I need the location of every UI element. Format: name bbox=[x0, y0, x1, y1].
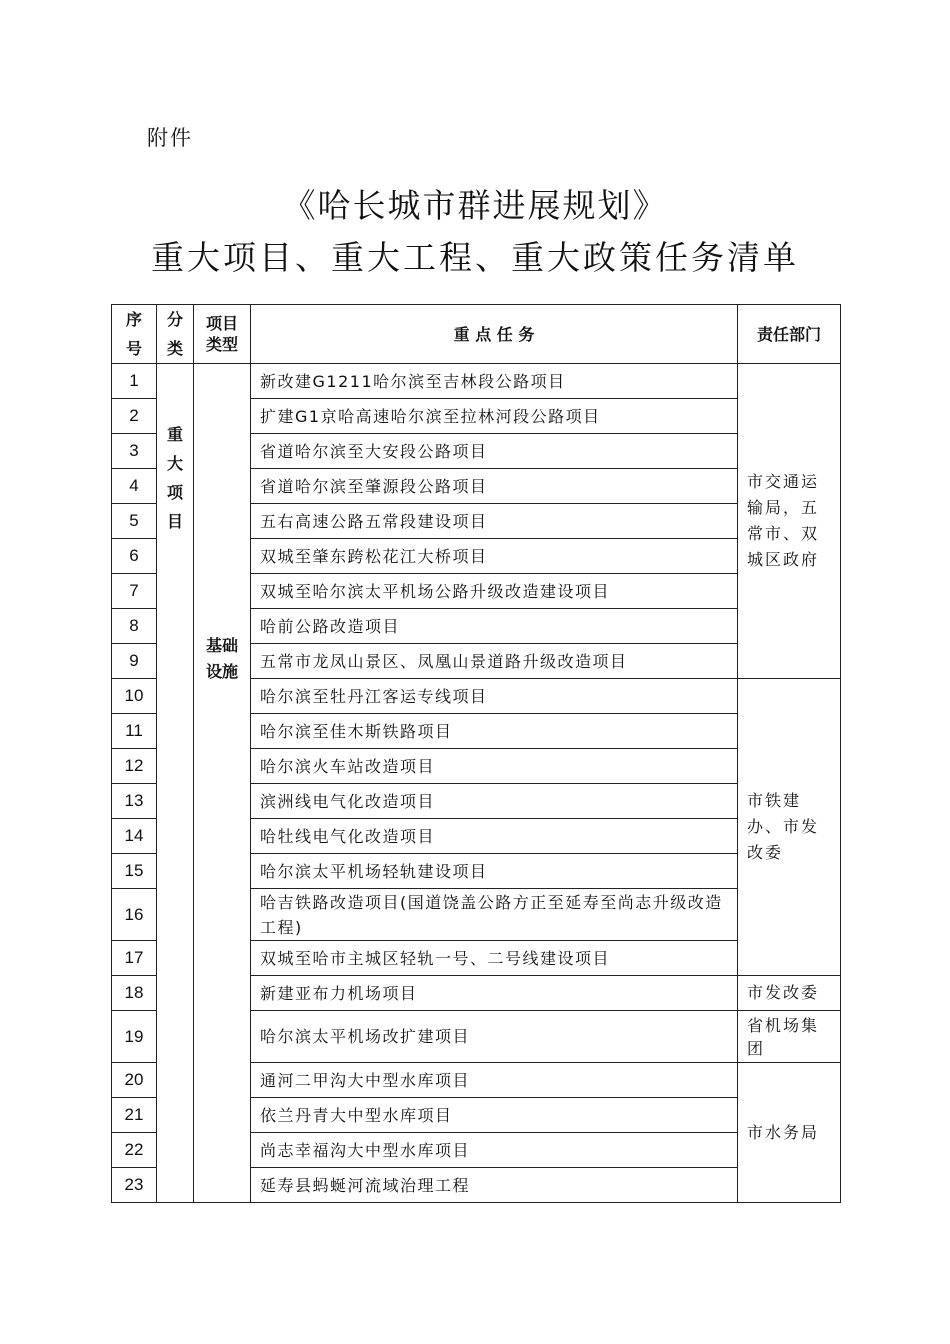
task-cell: 依兰丹青大中型水库项目 bbox=[251, 1098, 738, 1133]
row-number: 5 bbox=[112, 504, 157, 539]
task-cell: 五右高速公路五常段建设项目 bbox=[251, 504, 738, 539]
row-number: 16 bbox=[112, 889, 157, 941]
row-number: 7 bbox=[112, 574, 157, 609]
document-title: 《哈长城市群进展规划》 bbox=[282, 186, 668, 225]
row-number: 20 bbox=[112, 1063, 157, 1098]
task-cell: 通河二甲沟大中型水库项目 bbox=[251, 1063, 738, 1098]
row-number: 15 bbox=[112, 854, 157, 889]
responsible-dept-cell: 市交通运输局，五常市、双城区政府 bbox=[738, 364, 841, 679]
task-cell: 省道哈尔滨至大安段公路项目 bbox=[251, 434, 738, 469]
task-cell: 双城至哈尔滨太平机场公路升级改造建设项目 bbox=[251, 574, 738, 609]
task-cell: 扩建G1京哈高速哈尔滨至拉林河段公路项目 bbox=[251, 399, 738, 434]
task-cell: 哈吉铁路改造项目(国道饶盖公路方正至延寿至尚志升级改造工程) bbox=[251, 889, 738, 941]
row-number: 18 bbox=[112, 976, 157, 1011]
task-cell: 哈尔滨至佳木斯铁路项目 bbox=[251, 714, 738, 749]
row-number: 3 bbox=[112, 434, 157, 469]
task-cell: 双城至哈市主城区轻轨一号、二号线建设项目 bbox=[251, 941, 738, 976]
task-cell: 哈尔滨至牡丹江客运专线项目 bbox=[251, 679, 738, 714]
project-type-cell: 基础设施 bbox=[194, 364, 251, 1203]
row-number: 21 bbox=[112, 1098, 157, 1133]
task-cell: 双城至肇东跨松花江大桥项目 bbox=[251, 539, 738, 574]
task-cell: 五常市龙凤山景区、凤凰山景道路升级改造项目 bbox=[251, 644, 738, 679]
task-cell: 哈前公路改造项目 bbox=[251, 609, 738, 644]
responsible-dept-cell: 市发改委 bbox=[738, 976, 841, 1011]
task-cell: 省道哈尔滨至肇源段公路项目 bbox=[251, 469, 738, 504]
table-header-row bbox=[112, 305, 841, 364]
header-type: 项目类型 bbox=[194, 305, 251, 364]
task-cell: 滨洲线电气化改造项目 bbox=[251, 784, 738, 819]
task-cell: 哈尔滨太平机场改扩建项目 bbox=[251, 1011, 738, 1063]
header-no: 序号 bbox=[112, 305, 157, 364]
category-cell: 重大项目 bbox=[157, 364, 194, 1203]
row-number: 22 bbox=[112, 1133, 157, 1168]
task-cell: 哈尔滨太平机场轻轨建设项目 bbox=[251, 854, 738, 889]
row-number: 2 bbox=[112, 399, 157, 434]
task-cell: 新建亚布力机场项目 bbox=[251, 976, 738, 1011]
row-number: 10 bbox=[112, 679, 157, 714]
row-number: 1 bbox=[112, 364, 157, 399]
table-row bbox=[112, 364, 841, 399]
attachment-label: 附件 bbox=[147, 126, 193, 150]
row-number: 6 bbox=[112, 539, 157, 574]
row-number: 4 bbox=[112, 469, 157, 504]
row-number: 14 bbox=[112, 819, 157, 854]
row-number: 12 bbox=[112, 749, 157, 784]
task-cell: 哈牡线电气化改造项目 bbox=[251, 819, 738, 854]
row-number: 11 bbox=[112, 714, 157, 749]
task-list-table bbox=[111, 304, 841, 1203]
responsible-dept-cell: 省机场集团 bbox=[738, 1011, 841, 1063]
task-cell: 新改建G1211哈尔滨至吉林段公路项目 bbox=[251, 364, 738, 399]
row-number: 13 bbox=[112, 784, 157, 819]
header-task: 重 点 任 务 bbox=[251, 305, 738, 364]
task-cell: 哈尔滨火车站改造项目 bbox=[251, 749, 738, 784]
row-number: 17 bbox=[112, 941, 157, 976]
task-cell: 延寿县蚂蜒河流域治理工程 bbox=[251, 1168, 738, 1203]
responsible-dept-cell: 市铁建办、市发改委 bbox=[738, 679, 841, 976]
row-number: 23 bbox=[112, 1168, 157, 1203]
row-number: 19 bbox=[112, 1011, 157, 1063]
row-number: 8 bbox=[112, 609, 157, 644]
row-number: 9 bbox=[112, 644, 157, 679]
header-dept: 责任部门 bbox=[738, 305, 841, 364]
document-subtitle: 重大项目、重大工程、重大政策任务清单 bbox=[151, 238, 799, 277]
task-cell: 尚志幸福沟大中型水库项目 bbox=[251, 1133, 738, 1168]
header-category: 分类 bbox=[157, 305, 194, 364]
responsible-dept-cell: 市水务局 bbox=[738, 1063, 841, 1203]
